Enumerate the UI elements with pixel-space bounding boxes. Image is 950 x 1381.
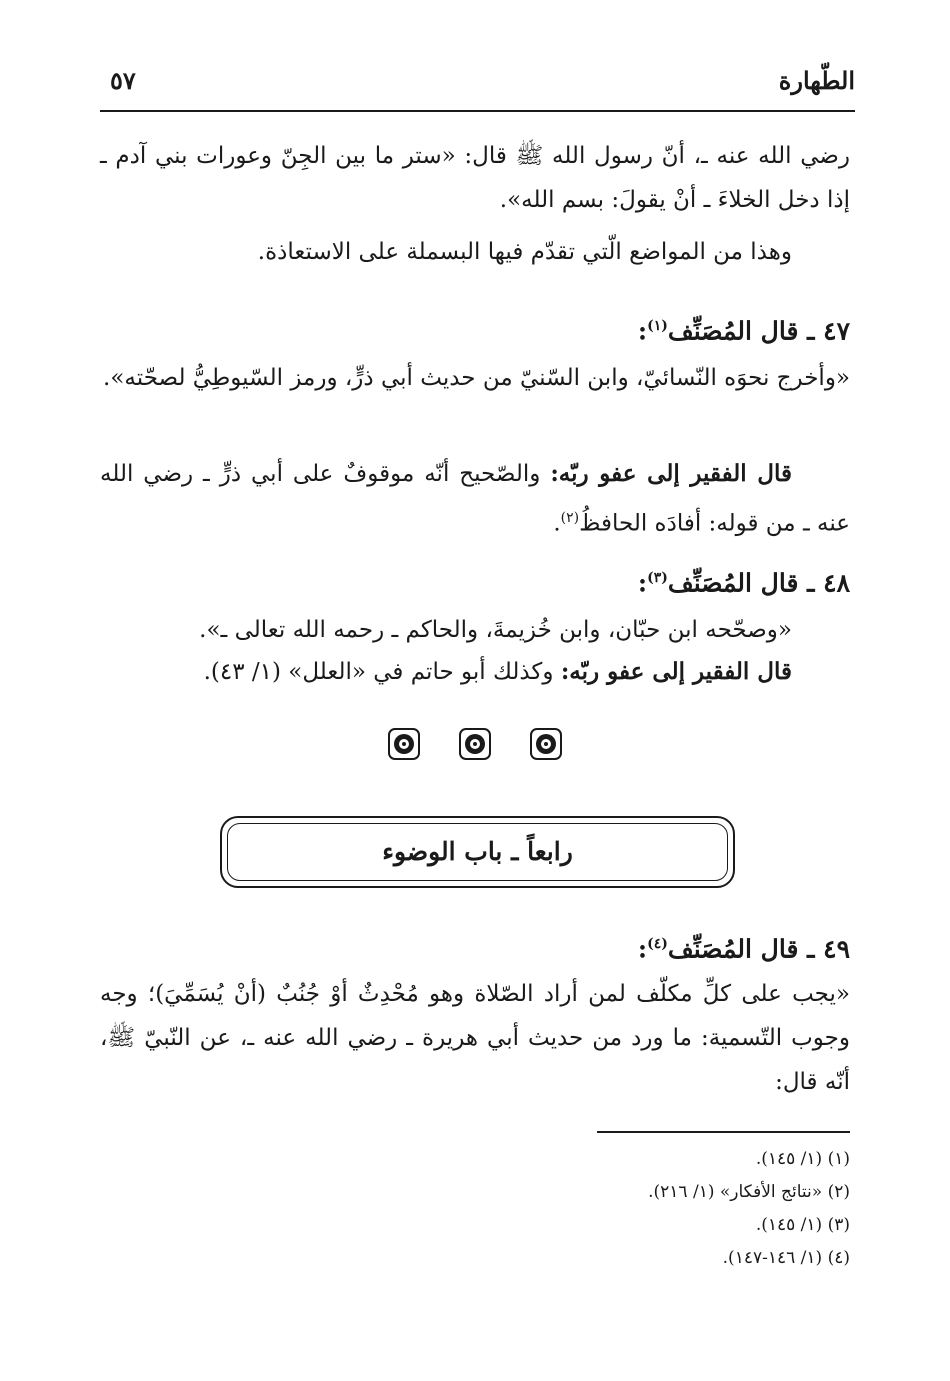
chapter-title: رابعاً ـ باب الوضوء <box>227 823 728 881</box>
footnote-ref-4: (٤) <box>647 936 668 952</box>
item-47-response-label: قال الفقير إلى عفو ربّه: <box>550 460 793 487</box>
ornament-icon <box>458 727 492 761</box>
footnote-item: (٤) (١/ ١٤٦-١٤٧). <box>722 1248 850 1268</box>
item-48-heading-text: ٤٨ ـ قال المُصَنِّف <box>667 568 850 598</box>
footnotes <box>100 1143 850 1275</box>
footnote-ref-3: (٣) <box>647 570 668 586</box>
item-47-response <box>100 452 850 546</box>
chapter-title-frame <box>220 816 735 888</box>
item-47-response-end: . <box>553 510 561 537</box>
item-48-response <box>100 650 850 694</box>
item-48-response-label: قال الفقير إلى عفو ربّه: <box>560 658 792 685</box>
item-49-quote: «يجب على كلِّ مكلّف لمن أراد الصّلاة وهو مُحْدِثٌ أوْ جُنُبٌ (أنْ يُسَمِّيَ)؛ وجه وجوب التّسمية: ما ورد من حديث أبي هريرة ـ رضي الله عنه ـ، عن النّبيّ ﷺ، أنّه قال: <box>100 981 850 1095</box>
header-rule <box>100 110 855 112</box>
item-47-heading-text: ٤٧ ـ قال المُصَنِّف <box>667 316 850 346</box>
ornament-icon <box>387 727 421 761</box>
page-number: ٥٧ <box>110 66 136 95</box>
footnote-ref-1: (١) <box>647 318 668 334</box>
item-47-colon: : <box>637 316 648 346</box>
item-48-response-text: وكذلك أبو حاتم في «العلل» (١/ ٤٣). <box>203 659 554 685</box>
item-48-heading <box>100 558 850 603</box>
paragraph-hadith-basmala: رضي الله عنه ـ، أنّ رسول الله ﷺ قال: «ستر ما بين الجِنّ وعورات بني آدم ـ إذا دخل الخلاءَ ـ أنْ يقولَ: بسم الله». <box>100 143 850 213</box>
running-title: الطّهارة <box>778 66 855 95</box>
item-49-heading <box>100 924 850 969</box>
item-49-colon: : <box>637 934 648 964</box>
footnote-item: (١) (١/ ١٤٥). <box>755 1149 850 1169</box>
footnote-ref-2: (٢) <box>560 510 580 526</box>
paragraph-basmala-note: وهذا من المواضع الّتي تقدّم فيها البسملة على الاستعاذة. <box>257 239 792 265</box>
page-header <box>100 66 855 106</box>
footnote-item: (٢) «نتائج الأفكار» (١/ ٢١٦). <box>648 1182 850 1202</box>
section-divider <box>0 727 950 761</box>
item-47-response-text: والصّحيح أنّه موقوفٌ على أبي ذرٍّ ـ رضي الله عنه ـ من قوله: أفادَه الحافظُ <box>100 461 850 537</box>
footnote-rule <box>597 1131 850 1133</box>
item-48-quote: «وصحّحه ابن حبّان، وابن خُزيمةَ، والحاكم ـ رحمه الله تعالى ـ». <box>199 617 792 643</box>
item-47-heading <box>100 306 850 351</box>
footnote-item: (٣) (١/ ١٤٥). <box>755 1215 850 1235</box>
item-47-quote: «وأخرج نحوَه النّسائيّ، وابن السّنيّ من حديث أبي ذرٍّ، ورمز السّيوطِيُّ لصحّته». <box>103 365 850 391</box>
ornament-icon <box>529 727 563 761</box>
item-49-heading-text: ٤٩ ـ قال المُصَنِّف <box>667 934 850 964</box>
item-48-colon: : <box>637 568 648 598</box>
